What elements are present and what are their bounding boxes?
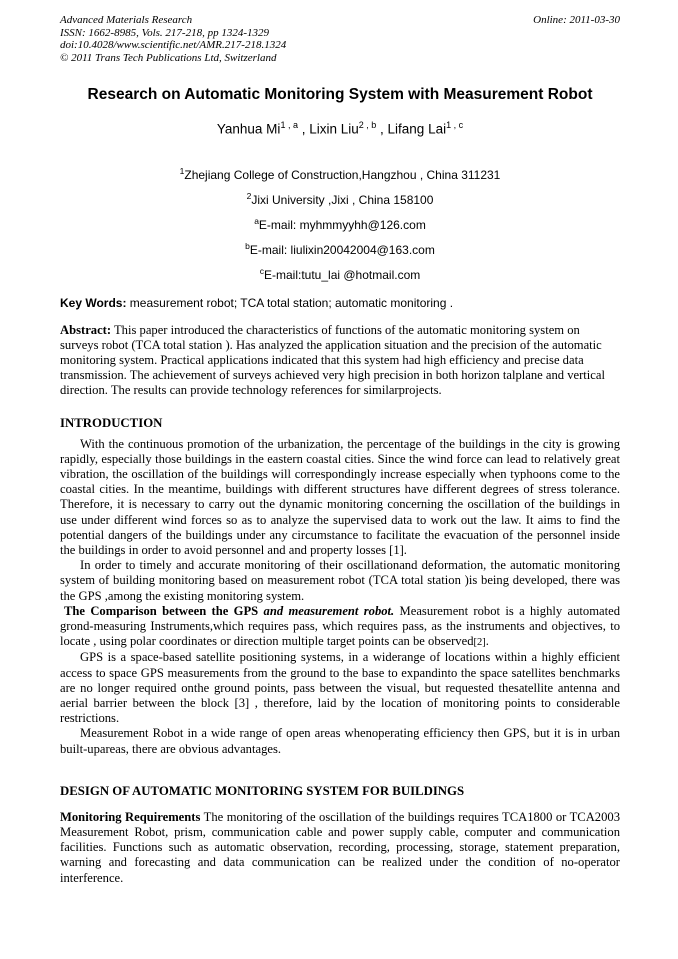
keywords-label: Key Words:	[60, 295, 127, 310]
journal-header-left	[60, 14, 286, 64]
abstract-label: Abstract:	[60, 322, 112, 337]
journal-name: Advanced Materials Research	[60, 14, 193, 26]
intro-paragraph-1: With the continuous promotion of the urbanization, the percentage of the buildings in the city is growing rapidly, especially those buildings in the eastern coastal cities. Since the wind force can lead to relatively great vibration, the oscillation of the buildings will correspondingly increase especially when typhoons come to the coastal cities. In the meantime, buildings with different structures have different degrees of stress tolerance. Therefore, it is necessary to carry out the dynamic monitoring concerning the oscillation of the buildings in use under different wind forces so as to analyze the supervised data to work out the law. It aims to find the potential dangers of the buildings under any circumstance to facilitate the evacuation of the personnel inside the buildings in order to avoid personnel and and property losses [1].	[60, 436, 620, 557]
issn-line: ISSN: 1662-8985, Vols. 217-218, pp 1324-1329	[60, 26, 269, 39]
keywords-text: measurement robot; TCA total station; automatic monitoring .	[126, 295, 454, 310]
monitoring-requirements-paragraph	[60, 810, 620, 886]
comparison-paragraph	[60, 604, 620, 651]
author-separator: ,	[376, 121, 388, 137]
keywords-line	[60, 296, 620, 311]
section-heading-design: DESIGN OF AUTOMATIC MONITORING SYSTEM FOR BUILDINGS	[60, 783, 465, 798]
author-superscript: 1 , a	[280, 120, 298, 130]
comparison-body-text: Measurement robot is a highly automated grond-measuring Instruments,which requires pass, which requires pass, as the instruments and objectives, to locate , using polar coordinates or direction multiple target points can be observed	[60, 603, 620, 649]
affiliation-text: Jixi University ,Jixi , China 158100	[251, 192, 434, 207]
author-superscript: 2 , b	[358, 120, 377, 130]
email-text: E-mail: myhmmyyhh@126.com	[258, 217, 426, 232]
comparison-lead-bold: The Comparison between the GPS	[64, 603, 264, 618]
author-name: Yanhua Mi	[216, 121, 281, 137]
online-date: Online: 2011-03-30	[533, 14, 620, 26]
abstract-paragraph	[60, 323, 620, 399]
author-name: Lifang Lai	[387, 121, 447, 137]
journal-header	[60, 14, 620, 64]
author-name: Lixin Liu	[309, 121, 359, 137]
author-separator: ,	[297, 121, 310, 137]
affiliation-superscript: 2	[246, 190, 252, 201]
monitoring-requirements-lead: Monitoring Requirements	[60, 809, 201, 824]
affiliation-line	[60, 186, 620, 211]
copyright-line: © 2011 Trans Tech Publications Ltd, Switzerland	[60, 51, 277, 64]
email-line	[60, 236, 620, 261]
affiliation-line	[60, 161, 620, 186]
affiliation-superscript: 1	[179, 165, 185, 176]
gps-paragraph: GPS is a space-based satellite positioning systems, in a widerange of locations within a highly efficient access to space GPS measurements from the ground to the base to expandinto the space satellites benchmarks are no longer required onthe ground points, pass between the visual, but requested thesatellite antenna and aerial barrier between the block [3] , therefore, laid by the location of monitoring points to considerable restrictions.	[60, 650, 620, 726]
citation-ref-2: [2]	[473, 637, 486, 649]
email-line	[60, 261, 620, 286]
affiliations-block	[60, 161, 620, 286]
doi-line: doi:10.4028/www.scientific.net/AMR.217-218.1324	[60, 39, 287, 51]
email-line	[60, 211, 620, 236]
email-text: E-mail:tutu_lai @hotmail.com	[264, 267, 421, 282]
affiliation-text: Zhejiang College of Construction,Hangzhou , China 311231	[184, 167, 501, 182]
monitoring-requirements-text: The monitoring of the oscillation of the buildings requires TCA1800 or TCA2003 Measurement Robot, prism, communication cable and power supply cable, computer and communication facilities. Functions such as automatic observation, recording, processing, storage, statement preparation, warning and forecasting and data communication can be realized under the condition of no-operator interference.	[60, 809, 620, 885]
comparison-tail: .	[485, 634, 489, 649]
authors-line	[60, 120, 620, 137]
measurement-robot-paragraph: Measurement Robot in a wide range of open areas whenoperating efficiency then GPS, but it is in urban built-upareas, there are obvious advantages.	[60, 726, 620, 756]
abstract-text: This paper introduced the characteristics of functions of the automatic monitoring system on surveys robot (TCA total station ). Has analyzed the application situation and the precision of the automatic monitoring system. Practical applications indicated that this system had high efficiency and precise data transmission. The achievement of surveys achieved very high precision in both horizon talplane and vertical direction. The results can provide technology references for similarprojects.	[60, 322, 605, 398]
email-superscript: a	[254, 215, 259, 226]
comparison-lead-bold-italic: and measurement robot.	[263, 603, 395, 618]
section-heading-introduction: INTRODUCTION	[60, 415, 163, 430]
paper-title: Research on Automatic Monitoring System with Measurement Robot	[87, 86, 593, 103]
author-superscript: 1 , c	[446, 120, 464, 130]
email-superscript: b	[245, 240, 250, 251]
email-superscript: c	[259, 265, 264, 276]
email-text: E-mail: liulixin20042004@163.com	[249, 242, 435, 257]
intro-paragraph-2: In order to timely and accurate monitoring of their oscillationand deformation, the automatic monitoring system of building monitoring based on measurement robot (TCA total station )is being developed, there was the GPS ,among the existing monitoring system.	[60, 558, 620, 603]
